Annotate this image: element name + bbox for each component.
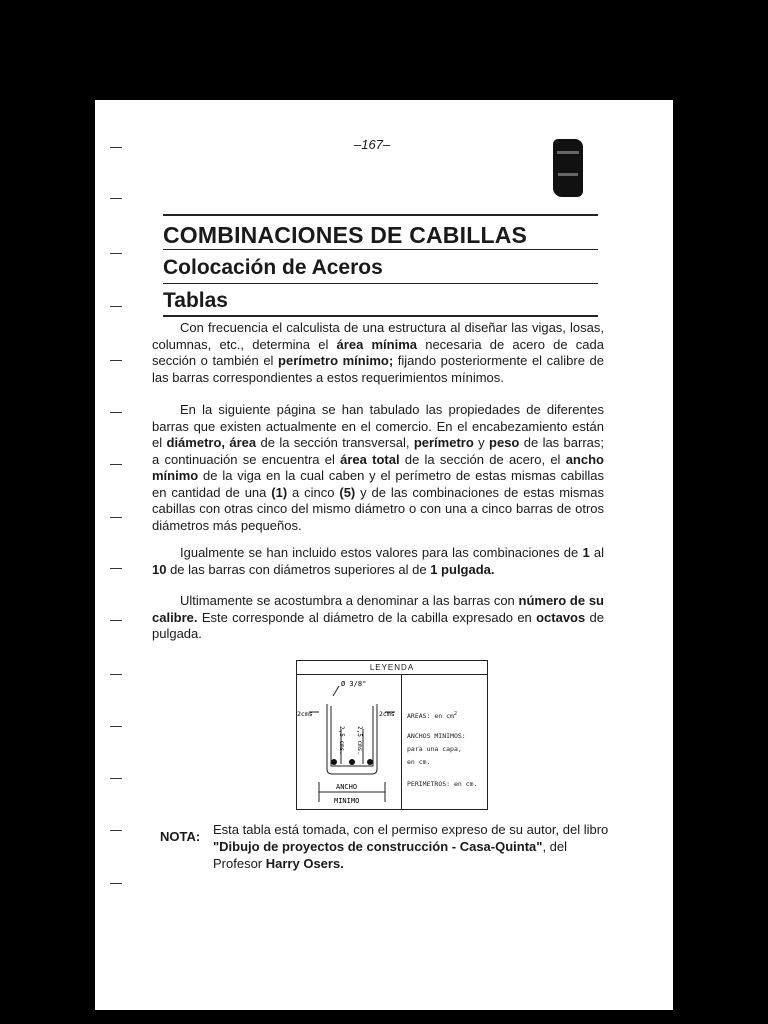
margin-mark: [110, 412, 122, 413]
margin-mark: [110, 568, 122, 569]
margin-mark: [110, 306, 122, 307]
margin-mark: [110, 147, 122, 148]
beam-section-diagram: [297, 674, 401, 809]
legend-ancho: ANCHO: [336, 783, 358, 791]
heading-rule: [163, 315, 598, 317]
margin-mark: [110, 883, 122, 884]
subheading-colocacion: Colocación de Aceros: [163, 256, 383, 279]
legend-spacing-1: 2,5 cms.: [338, 726, 345, 755]
legend-anchos-title: ANCHOS MINIMOS:: [407, 732, 466, 740]
legend-box: [296, 660, 488, 810]
legend-areas: AREAS: en $cm^2$: [407, 711, 457, 721]
legend-divider: [401, 674, 402, 809]
binding-mark: [553, 139, 583, 197]
margin-mark: [110, 253, 122, 254]
margin-mark: [110, 726, 122, 727]
margin-mark: [110, 464, 122, 465]
heading-rule: [163, 283, 598, 284]
heading-rule: [163, 214, 598, 216]
paragraph-3: Igualmente se han incluido estos valores para las combinaciones de 1 al 10 de las barras con diámetros superiores al de 1 pulgada.: [152, 545, 604, 577]
legend-anchos-line2: en cm.: [407, 758, 431, 766]
margin-mark: [110, 620, 122, 621]
margin-mark: [110, 198, 122, 199]
legend-diameter: Ø 3/8": [341, 680, 367, 688]
legend-cm-left: 2cms: [297, 710, 313, 718]
margin-mark: [110, 360, 122, 361]
subheading-tablas: Tablas: [163, 289, 228, 312]
legend-perimetros: PERIMETROS: en cm.: [407, 780, 478, 788]
margin-mark: [110, 517, 122, 518]
legend-minimo: MINIMO: [334, 797, 360, 805]
legend-anchos-line1: para una capa,: [407, 745, 462, 753]
page-number: –167–: [354, 137, 391, 152]
main-heading: COMBINACIONES DE CABILLAS: [163, 222, 528, 248]
nota-text: Esta tabla está tomada, con el permiso expreso de su autor, del libro "Dibujo de proyectos de construcción - Casa-Quinta", del Profesor Harry Osers.: [213, 822, 609, 871]
heading-rule: [163, 249, 598, 250]
margin-mark: [110, 830, 122, 831]
nota-label: NOTA:: [160, 829, 201, 844]
paragraph-1: Con frecuencia el calculista de una estructura al diseñar las vigas, losas, columnas, etc., determina el área mínima necesaria de acero de cada sección o también el perímetro mínimo; fijando posteriormente el calibre de las barras correspondientes a estos requerimientos mínimos.: [152, 320, 605, 385]
margin-mark: [110, 778, 122, 779]
paragraph-4: Ultimamente se acostumbra a denominar a las barras con número de su calibre. Este corresponde al diámetro de la cabilla expresado en octavos de pulgada.: [152, 593, 604, 641]
margin-mark: [110, 674, 122, 675]
legend-title: LEYENDA: [297, 661, 487, 675]
legend-spacing-2: 2,5 cms.: [356, 726, 363, 755]
paragraph-2: En la siguiente página se han tabulado las propiedades de diferentes barras que existen actualmente en el comercio. En el encabezamiento están el diámetro, área de la sección transversal, perímetro y peso de las barras; a continuación se encuentra el área total de la sección de acero, el ancho mínimo de la viga en la cual caben y el perímetro de estas mismas cabillas en cantidad de una (1) a cinco (5) y de las combinaciones de estas mismas cabillas con otras cinco del mismo diámetro o con una a cinco barras de otros diámetros más pequeños.: [152, 402, 605, 533]
legend-cm-right: 2cms: [379, 710, 395, 718]
